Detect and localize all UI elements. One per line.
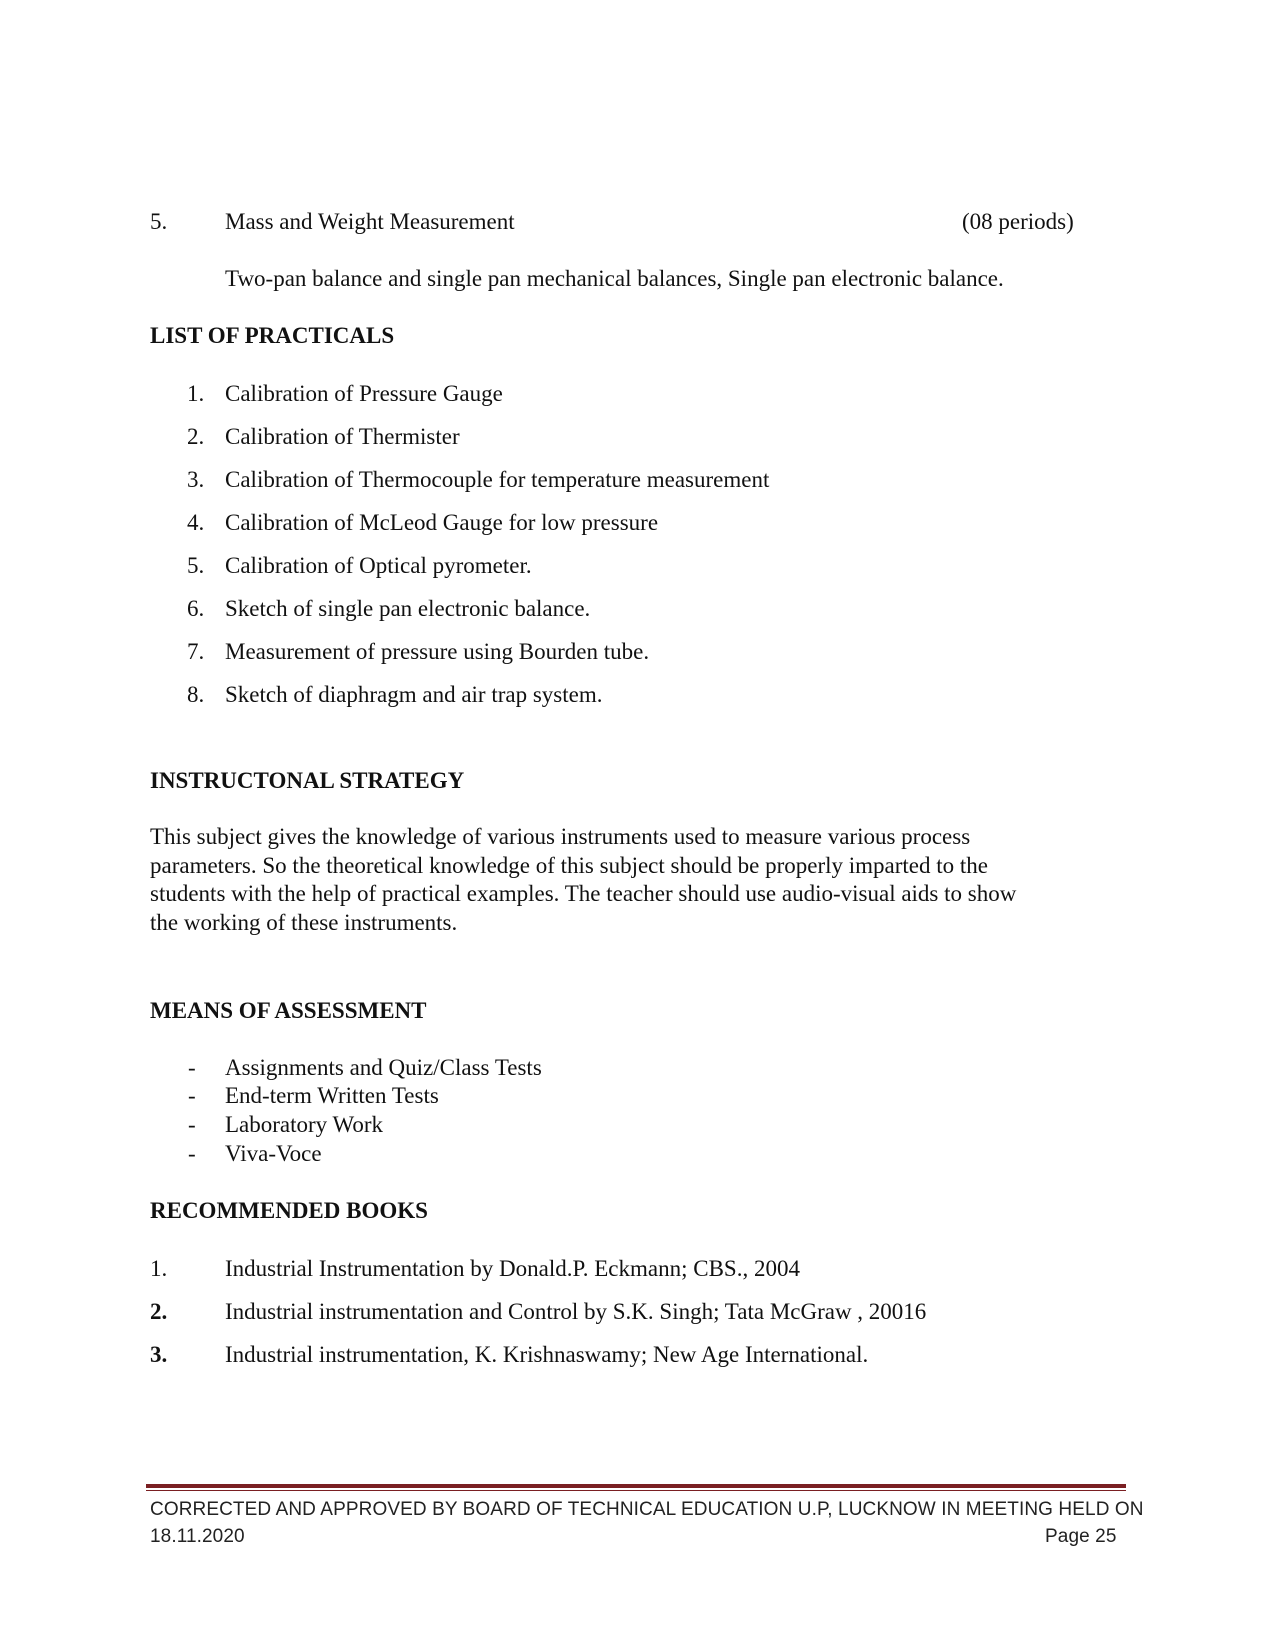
books-heading: RECOMMENDED BOOKS <box>150 1198 428 1223</box>
list-item-number: 2. <box>187 424 205 449</box>
list-item-number: 4. <box>187 510 205 535</box>
list-item-text: Viva-Voce <box>225 1141 322 1166</box>
bullet-dash: - <box>188 1112 196 1137</box>
bullet-dash: - <box>188 1083 196 1108</box>
strategy-paragraph <box>150 823 1110 937</box>
list-item-number: 1. <box>187 381 205 406</box>
list-item-number: 2. <box>150 1299 168 1324</box>
paragraph-line: This subject gives the knowledge of various instruments used to measure various process <box>150 824 971 849</box>
list-item-number: 3. <box>150 1342 168 1367</box>
list-item-number: 6. <box>187 596 205 621</box>
list-item-number: 8. <box>187 682 205 707</box>
list-item-text: Industrial instrumentation and Control by S.K. Singh; Tata McGraw , 20016 <box>225 1299 927 1324</box>
assessment-heading: MEANS OF ASSESSMENT <box>150 998 427 1023</box>
list-item-text: Calibration of McLeod Gauge for low pressure <box>225 510 659 535</box>
section-title: Mass and Weight Measurement <box>225 209 515 234</box>
bullet-dash: - <box>188 1141 196 1166</box>
paragraph-line: parameters. So the theoretical knowledge of this subject should be properly imparted to the <box>150 852 988 878</box>
strategy-heading: INSTRUCTONAL STRATEGY <box>150 768 465 793</box>
list-item-text: Sketch of single pan electronic balance. <box>225 596 591 621</box>
bullet-dash: - <box>188 1055 196 1080</box>
list-item-number: 3. <box>187 467 205 492</box>
footer-rule <box>146 1484 1126 1488</box>
list-item-text: Industrial Instrumentation by Donald.P. Eckmann; CBS., 2004 <box>225 1256 800 1281</box>
list-item-text: Assignments and Quiz/Class Tests <box>225 1055 542 1080</box>
section-number: 5. <box>150 209 168 234</box>
list-item-text: Calibration of Thermocouple for temperature measurement <box>225 467 770 492</box>
footer-approval-text: CORRECTED AND APPROVED BY BOARD OF TECHNICAL EDUCATION U.P, LUCKNOW IN MEETING HELD ON <box>150 1499 1144 1520</box>
list-item-text: Sketch of diaphragm and air trap system. <box>225 682 603 707</box>
list-item-text: Calibration of Pressure Gauge <box>225 381 503 406</box>
footer-rule-thin <box>146 1490 1126 1491</box>
list-item-text: Industrial instrumentation, K. Krishnaswamy; New Age International. <box>225 1342 869 1367</box>
paragraph-line: students with the help of practical examples. The teacher should use audio-visual aids to show <box>150 881 1017 906</box>
list-item-text: Calibration of Thermister <box>225 424 460 449</box>
list-item-text: Calibration of Optical pyrometer. <box>225 553 532 578</box>
list-item-text: Measurement of pressure using Bourden tube. <box>225 639 650 664</box>
list-item-number: 7. <box>187 639 205 664</box>
practicals-heading: LIST OF PRACTICALS <box>150 323 395 348</box>
list-item-number: 1. <box>150 1256 168 1281</box>
footer-date: 18.11.2020 <box>150 1526 245 1547</box>
list-item-text: Laboratory Work <box>225 1112 384 1137</box>
section-periods: (08 periods) <box>962 209 1074 234</box>
list-item-number: 5. <box>187 553 205 578</box>
section-description: Two-pan balance and single pan mechanical balances, Single pan electronic balance. <box>225 266 1004 291</box>
page-number: Page 25 <box>1045 1526 1117 1547</box>
paragraph-line: the working of these instruments. <box>150 909 458 935</box>
list-item-text: End-term Written Tests <box>225 1083 439 1108</box>
